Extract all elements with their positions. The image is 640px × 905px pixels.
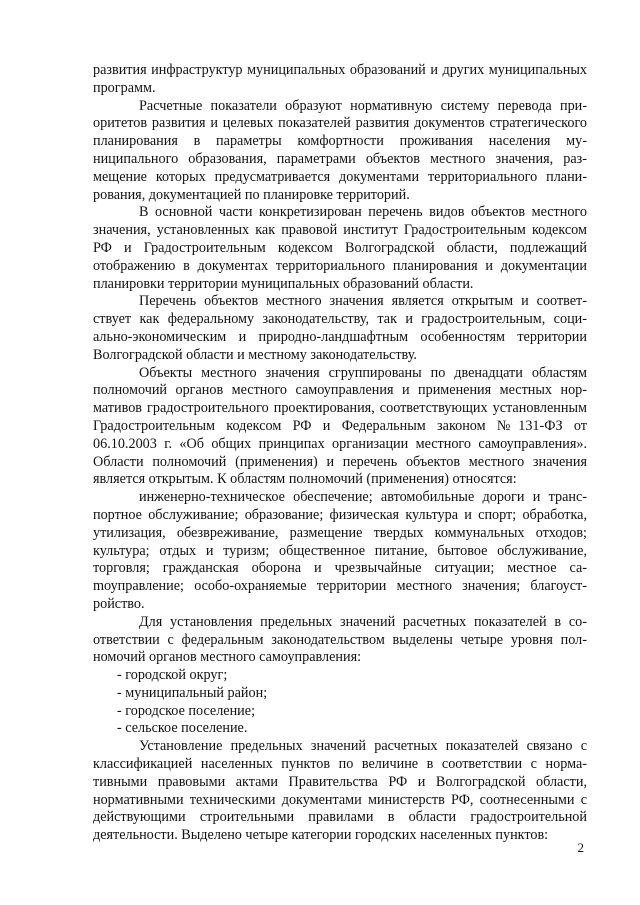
paragraph-objects-grouped: Объекты местного значения сгруппированы по двенадцати областям полномочий органов местного самоуправления и применения местных нормативов градостроительного проектирования, соответствующих установленным Градостроительным кодексом РФ и Федеральным законом №131-ФЗ от 06.10.2003 г. «Об общих принципах организации местного самоуправления». Области полномочий (применения) и перечень объектов местного значения является открытым. К областям полномочий (применения) относятся: [93,364,587,488]
paragraph-calculated-indicators: Расчетные показатели образуют нормативную систему перевода приоритетов развития и целевых показателей развития документов стратегического планирования в параметры комфортности проживания населения муниципального образования, параметрами объектов местного значения, размещение которых предусматривается документами территориального планирования, документацией по планировке территорий. [93,97,587,203]
list-item-rural-settlement: - сельское поселение. [117,720,248,737]
document-body [93,62,587,845]
page-number: 2 [577,840,584,855]
paragraph-objects-list: Перечень объектов местного значения является открытым и соответствует как федеральному законодательству, так и градостроительным, социально-экономическим и природно-ландшафтным особенностям территории Волгоградской области и местному законодательству. [93,293,587,363]
list-item-urban-settlement: - городское поселение; [117,702,256,719]
paragraph-areas-of-authority: инженерно-техническое обеспечение; автомобильные дороги и транспортное обслуживание; образование; физическая культура и спорт; обработка, утилизация, обезвреживание, размещение твердых коммунальных отходов; культура; отдых и туризм; общественное питание, бытовое обслуживание, торговля; гражданская оборона и чрезвычайные ситуации; местное саmоуправление; особо-охраняемые территории местного значения; благоустройство. [93,489,587,612]
list-item-municipal-district: - муниципальный район; [117,684,268,701]
paragraph-levels-intro: Для установления предельных значений расчетных показателей в соответствии с федеральным законодательством выделены четыре уровня полномочий органов местного самоуправления: [93,613,587,666]
paragraph-main-part: В основной части конкретизирован перечень видов объектов местного значения, установленных как правовой институт Градостроительным кодексом РФ и Градостроительным кодексом Волгоградской области, подлежащий отображению в документах территориального планирования и документации планировки территории муниципальных образований области. [93,204,587,292]
paragraph-classification: Установление предельных значений расчетных показателей связано с классификацией населенных пунктов по величине в соответствии с нормативными правовыми актами Правительства РФ и Волгоградской области, нормативными техническими документами министерств РФ, соотнесенными с действующими строительными правилами в области градостроительной деятельности. Выделено четыре категории городских населенных пунктов: [93,738,587,844]
levels-list [93,667,587,738]
list-item-city-district: - городской округ; [117,667,228,684]
paragraph-continuation: развития инфраструктур муниципальных образований и других муниципальных программ. [93,62,587,96]
